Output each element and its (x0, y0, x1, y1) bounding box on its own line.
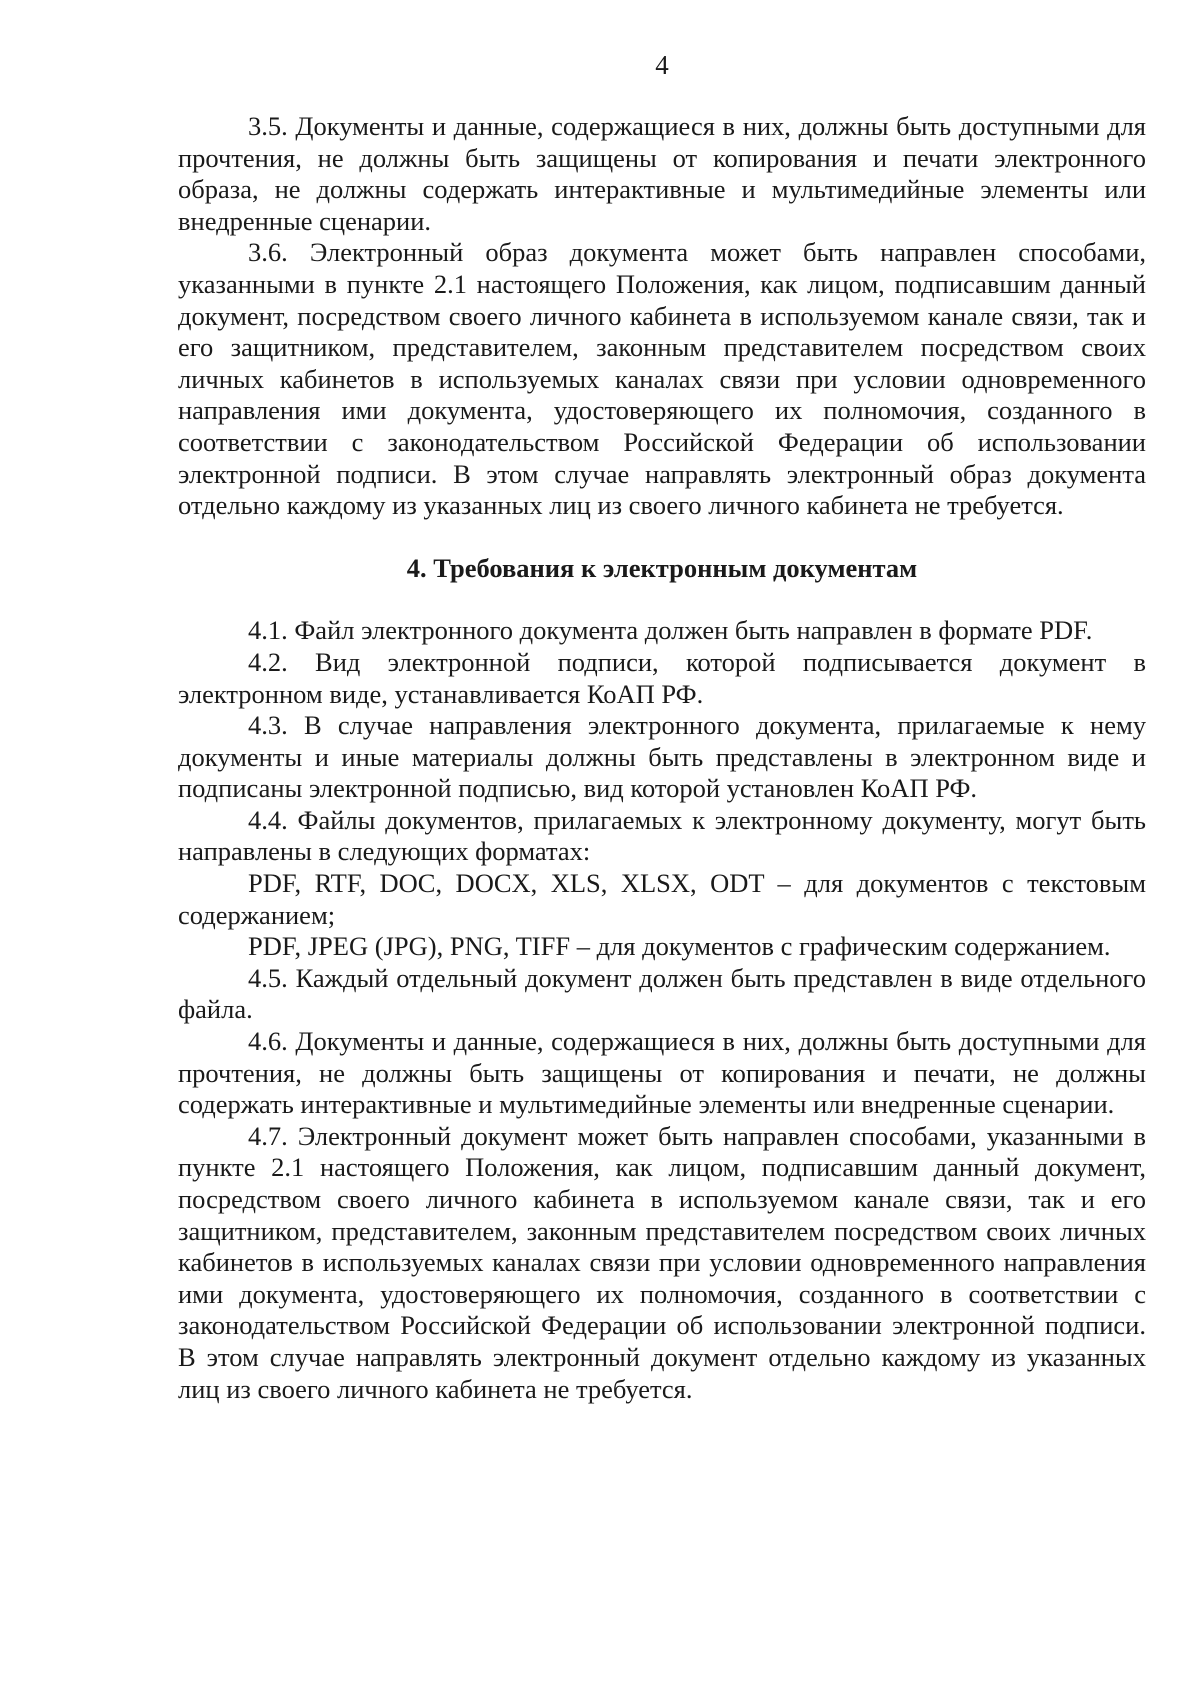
paragraph-4-3: 4.3. В случае направления электронного документа, прилагаемые к нему документы и иные материалы должны быть представлены в электронном виде и подписаны электронной подписью, вид которой установлен КоАП РФ. (178, 710, 1146, 804)
paragraph-4-7: 4.7. Электронный документ может быть направлен способами, указанными в пункте 2.1 настоящего Положения, как лицом, подписавшим данный документ, посредством своего личного кабинета в используемом канале связи, так и его защитником, представителем, законным представителем посредством своих личных кабинетов в используемых каналах связи при условии одновременного направления ими документа, удостоверяющего их полномочия, созданного в соответствии с законодательством Российской Федерации об использовании электронной подписи. В этом случае направлять электронный документ отдельно каждому из указанных лиц из своего личного кабинета не требуется. (178, 1120, 1146, 1404)
paragraph-graphic-formats: PDF, JPEG (JPG), PNG, TIFF – для документов с графическим содержанием. (248, 931, 1111, 962)
paragraph-3-5: 3.5. Документы и данные, содержащиеся в них, должны быть доступными для прочтения, не должны быть защищены от копирования и печати электронного образа, не должны содержать интерактивные и мультимедийные элементы или внедренные сценарии. (178, 111, 1146, 236)
paragraph-4-4: 4.4. Файлы документов, прилагаемых к электронному документу, могут быть направлены в следующих форматах: (178, 804, 1146, 867)
paragraph-text-formats: PDF, RTF, DOC, DOCX, XLS, XLSX, ODT – для документов с текстовым содержанием; (178, 868, 1146, 930)
document-page (178, 50, 1146, 1405)
paragraph-4-1: 4.1. Файл электронного документа должен быть направлен в формате PDF. (248, 615, 1093, 646)
paragraph-4-6: 4.6. Документы и данные, содержащиеся в них, должны быть доступными для прочтения, не должны быть защищены от копирования и печати, не должны содержать интерактивные и мультимедийные элементы или внедренные сценарии. (178, 1026, 1146, 1120)
page-number: 4 (655, 50, 669, 80)
paragraph-4-5: 4.5. Каждый отдельный документ должен быть представлен в виде отдельного файла. (178, 962, 1146, 1025)
paragraph-3-6: 3.6. Электронный образ документа может быть направлен способами, указанными в пункте 2.1 настоящего Положения, как лицом, подписавшим данный документ, посредством своего личного кабинета в используемом канале связи, так и его защитником, представителем, законным представителем посредством своих личных кабинетов в используемых каналах связи при условии одновременного направления ими документа, удостоверяющего их полномочия, созданного в соответствии с законодательством Российской Федерации об использовании электронной подписи. В этом случае направлять электронный образ документа отдельно каждому из указанных лиц из своего личного кабинета не требуется. (178, 237, 1146, 521)
paragraph-4-2: 4.2. Вид электронной подписи, которой подписывается документ в электронном виде, устанавливается КоАП РФ. (178, 646, 1146, 709)
section-heading: 4. Требования к электронным документам (406, 552, 918, 583)
